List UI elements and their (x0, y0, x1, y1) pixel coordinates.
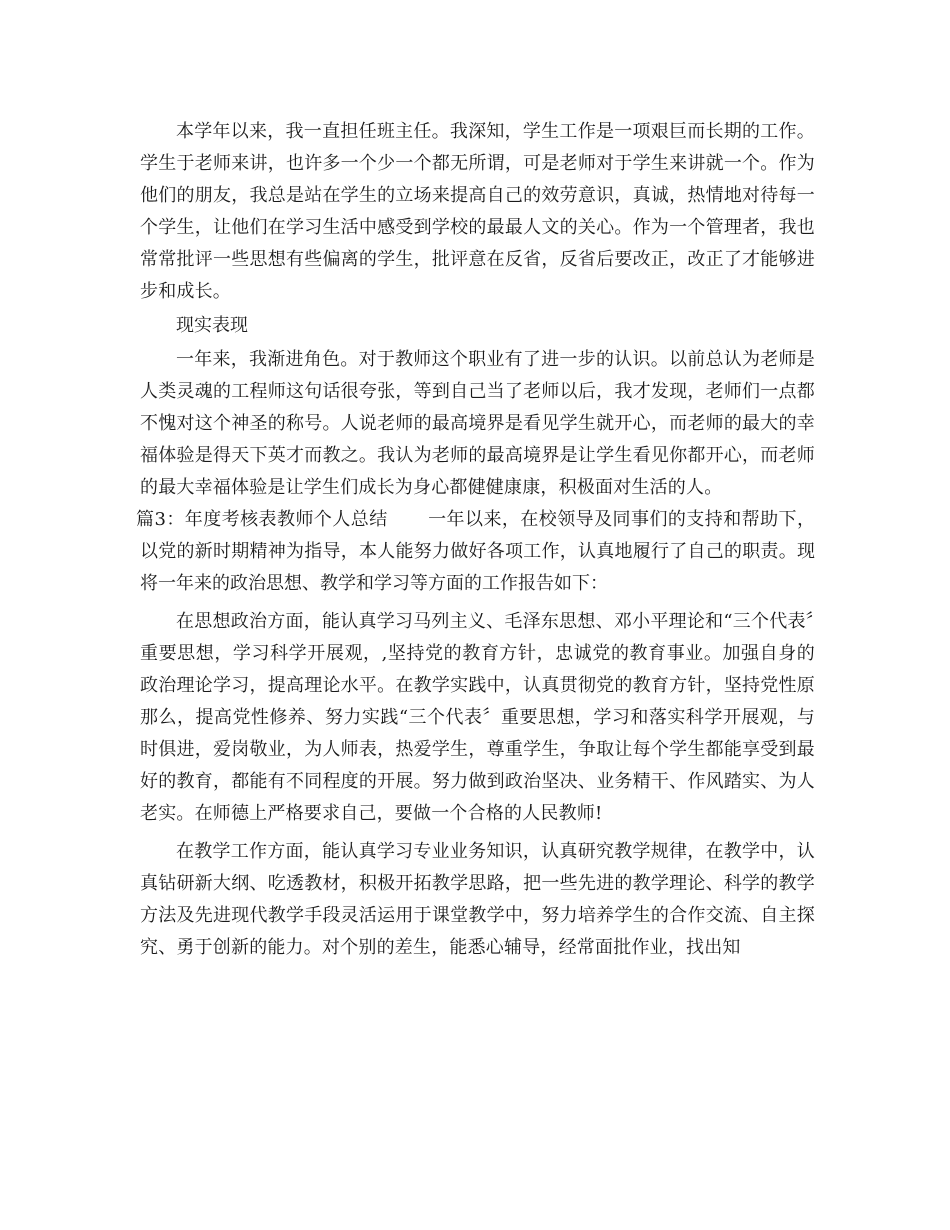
document-body (136, 116, 815, 964)
section-heading-actual-performance: 现实表现 (176, 315, 248, 336)
paragraph-teaching-work: 在教学工作方面，能认真学习专业业务知识，认真研究教学规律，在教学中，认真钻研新大纲、吃透教材，积极开拓教学思路，把一些先进的教学理论、科学的教学方法及先进现代教学手段灵活运用于课堂教学中，努力培养学生的合作交流、自主探究、勇于创新的能力。对个别的差生，能悉心辅导，经常面批作业，找出知 (140, 841, 815, 958)
section-3-title: 篇3：年度考核表教师个人总结 (136, 509, 388, 530)
section-3-text: 一年以来，在校领导及同事们的支持和帮助下，以党的新时期精神为指导，本人能努力做好各项工作，认真地履行了自己的职责。现将一年来的政治思想、教学和学习等方面的工作报告如下： (140, 509, 815, 594)
paragraph-political-thought: 在思想政治方面，能认真学习马列主义、毛泽东思想、邓小平理论和“三个代表〞重要思想，学习科学开展观，,坚持党的教育方针，忠诚党的教育事业。加强自身的政治理论学习，提高理论水平。在教学实践中，认真贯彻党的教育方针，坚持党性原那么，提高党性修养、努力实践“三个代表〞重要思想，学习和落实科学开展观，与时俱进，爱岗敬业，为人师表，热爱学生，尊重学生，争取让每个学生都能享受到最好的教育，都能有不同程度的开展。努力做到政治坚决、业务精干、作风踏实、为人老实。在师德上严格要求自己，要做一个合格的人民教师! (140, 611, 815, 824)
paragraph-role-recognition: 一年来，我渐进角色。对于教师这个职业有了进一步的认识。以前总认为老师是人类灵魂的工程师这句话很夸张，等到自己当了老师以后，我才发现，老师们一点都不愧对这个神圣的称号。人说老师的最高境界是看见学生就开心，而老师的最大的幸福体验是得天下英才而教之。我认为老师的最高境界是让学生看见你都开心，而老师的最大幸福体验是让学生们成长为身心都健健康康，积极面对生活的人。 (140, 349, 815, 498)
paragraph-homeroom-teacher: 本学年以来，我一直担任班主任。我深知，学生工作是一项艰巨而长期的工作。学生于老师来讲，也许多一个少一个都无所谓，可是老师对于学生来讲就一个。作为他们的朋友，我总是站在学生的立场来提高自己的效劳意识，真诚，热情地对待每一个学生，让他们在学习生活中感受到学校的最最人文的关心。作为一个管理者，我也常常批评一些思想有些偏离的学生，批评意在反省，反省后要改正，改正了才能够进步和成长。 (140, 121, 815, 302)
section-3-intro (136, 504, 815, 600)
